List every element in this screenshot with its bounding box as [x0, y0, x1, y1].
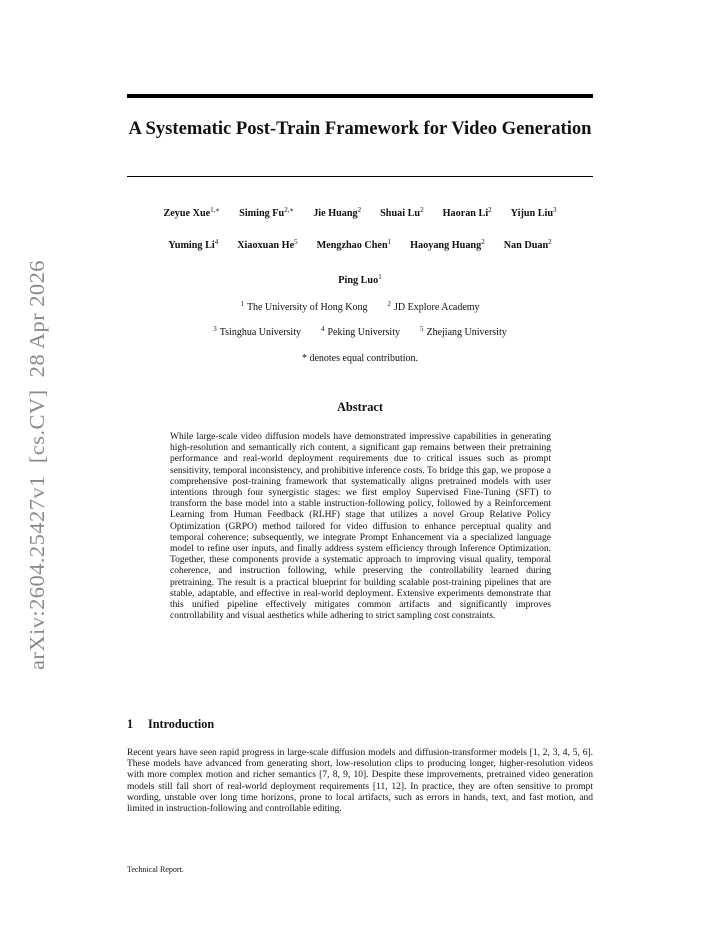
- author-row-3: [100, 274, 620, 288]
- arxiv-identifier-stamp: [18, 260, 52, 670]
- paper-title: A Systematic Post-Train Framework for Video Generation: [128, 118, 592, 139]
- author-name: Yuming Li: [168, 240, 215, 251]
- affiliation: [213, 326, 301, 340]
- author: [410, 239, 485, 253]
- author-affiliation-mark: 2: [420, 206, 424, 214]
- section-title: Introduction: [148, 717, 215, 731]
- affiliation-name: Tsinghua University: [219, 327, 301, 338]
- author-affiliation-mark: 3: [553, 206, 557, 214]
- author-affiliation-mark: 2: [481, 238, 485, 246]
- affiliation-row-1: [100, 301, 620, 315]
- author: [338, 274, 381, 288]
- affiliation: [240, 301, 367, 315]
- author-name: Shuai Lu: [380, 208, 421, 219]
- author: [163, 207, 220, 221]
- author-row-2: [100, 239, 620, 253]
- author: [380, 207, 423, 221]
- author: [313, 207, 361, 221]
- author-name: Haoran Li: [442, 208, 489, 219]
- affiliation-mark: 5: [419, 325, 424, 333]
- author-name: Mengzhao Chen: [316, 240, 388, 251]
- abstract-text: While large-scale video diffusion models have demonstrated impressive capabilities in generating high-resolution and semantically rich content, a significant gap remains between their pretraining performance and real-world deployment requirements due to critical issues such as prompt sensitivity, temporal inconsistency, and prohibitive inference costs. To bridge this gap, we propose a comprehensive post-training framework that systematically aligns pretrained models with user intentions through four synergistic stages: we first employ Supervised Fine-Tuning (SFT) to transform the base model into a stable instruction-following policy, followed by a Reinforcement Learning from Human Feedback (RLHF) stage that utilizes a novel Group Relative Policy Optimization (GRPO) method tailored for video diffusion to enhance perceptual quality and temporal coherence; subsequently, we integrate Prompt Enhancement via a specialized language model to refine user inputs, and finally address system efficiency through Inference Optimization. Together, these components provide a systematic approach to improving visual quality, temporal coherence, and instruction following, while preserving the controllability learned during pretraining. The result is a practical blueprint for building scalable post-training pipelines that are stable, adaptable, and effective in real-world deployment. Extensive experiments demonstrate that this unified pipeline effectively mitigates common artifacts and significantly improves controllability and visual aesthetics while adhering to strict sampling cost constraints.: [170, 432, 551, 622]
- affiliation-name: Peking University: [327, 327, 400, 338]
- author: [317, 239, 392, 253]
- affiliation-mark: 4: [320, 325, 325, 333]
- author-affiliation-mark: 2: [488, 206, 492, 214]
- affiliation-name: The University of Hong Kong: [246, 302, 368, 313]
- affiliation-mark: 3: [213, 325, 217, 333]
- equal-contribution-note: * denotes equal contribution.: [301, 353, 419, 364]
- author-name: Siming Fu: [239, 208, 285, 219]
- author-name: Ping Luo: [338, 275, 379, 286]
- author-name: Xiaoxuan He: [237, 240, 295, 251]
- affiliation: [420, 326, 507, 340]
- author: [511, 207, 557, 221]
- affiliation-name: Zhejiang University: [426, 327, 507, 338]
- author: [504, 239, 552, 253]
- author-name: Zeyue Xue: [163, 208, 211, 219]
- author: [443, 207, 492, 221]
- section-number: 1: [127, 717, 134, 731]
- affiliation-row-2: [100, 326, 620, 340]
- author: [237, 239, 297, 253]
- affiliation: [321, 326, 400, 340]
- title-top-rule: [127, 94, 593, 98]
- affiliation-name: JD Explore Academy: [394, 302, 480, 313]
- affiliation-mark: 1: [240, 300, 244, 308]
- author-name: Yijun Liu: [510, 208, 554, 219]
- affiliation-mark: 2: [387, 300, 391, 308]
- author-affiliation-mark: 2: [548, 238, 552, 246]
- author-affiliation-mark: 2: [357, 206, 362, 214]
- author-row-1: [100, 207, 620, 221]
- author-affiliation-mark: 2,∗: [284, 206, 295, 214]
- author: [168, 239, 218, 253]
- title-bottom-rule: [127, 176, 593, 177]
- author-affiliation-mark: 1: [387, 238, 392, 246]
- arxiv-identifier-svg: [18, 260, 52, 670]
- section-heading-introduction: [127, 716, 214, 732]
- introduction-paragraph: Recent years have seen rapid progress in large-scale diffusion models and diffusion-transformer models [1, 2, 3, 4, 5, 6]. These models have advanced from generating short, low-resolution clips to producing longer, higher-resolution videos with more complex motion and richer semantics [7, 8, 9, 10]. Despite these improvements, pretrained video generation models still fall short of real-world deployment requirements [11, 12]. In practice, they are often sensitive to prompt wording, unstable over long time horizons, prone to local artifacts, such as errors in hands, text, and fast motion, and limited in instruction-following and controllable editing.: [127, 748, 593, 815]
- affiliation: [388, 301, 480, 315]
- abstract-heading: Abstract: [336, 400, 384, 414]
- footer-note: Technical Report.: [127, 865, 184, 874]
- author-name: Haoyang Huang: [410, 240, 482, 251]
- author-affiliation-mark: 5: [294, 238, 298, 246]
- author-name: Jie Huang: [313, 208, 358, 219]
- author: [239, 207, 294, 221]
- author-affiliation-mark: 1: [378, 273, 382, 281]
- author-name: Nan Duan: [503, 240, 549, 251]
- arxiv-identifier-text: arXiv:2604.25427v1 [cs.CV] 28 Apr 2026: [25, 278, 49, 670]
- author-affiliation-mark: 1,∗: [210, 206, 221, 214]
- author-affiliation-mark: 4: [214, 238, 219, 246]
